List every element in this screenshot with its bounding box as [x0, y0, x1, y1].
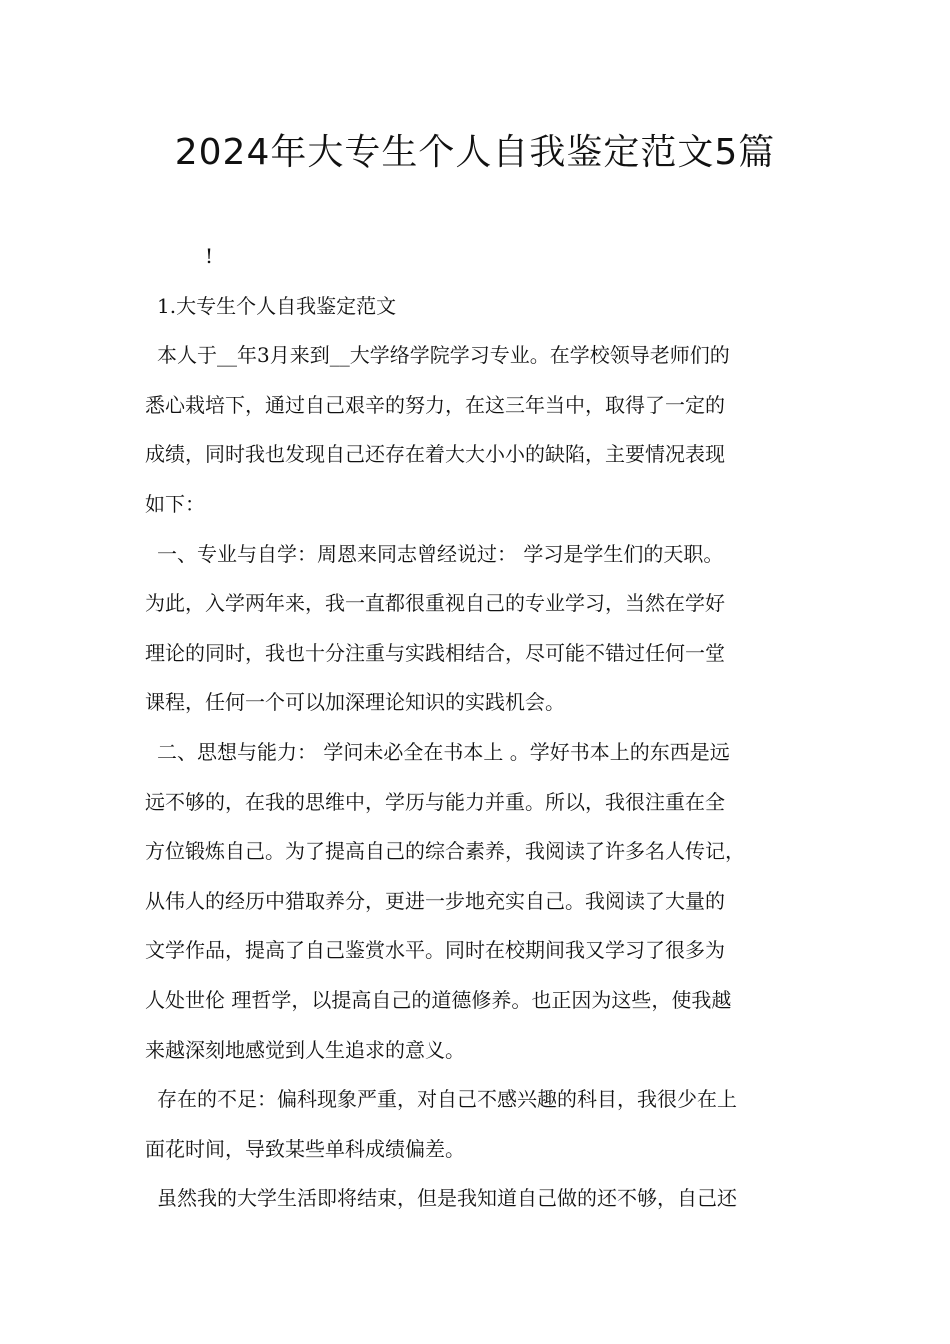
body-line: 1.大专生个人自我鉴定范文 — [157, 293, 397, 318]
body-line: 存在的不足：偏科现象严重，对自己不感兴趣的科目，我很少在上 — [157, 1087, 737, 1112]
body-line: 虽然我的大学生活即将结束，但是我知道自己做的还不够，自己还 — [157, 1186, 737, 1211]
body-line: 悉心栽培下，通过自己艰辛的努力，在这三年当中，取得了一定的 — [145, 392, 725, 417]
body-line: 一、专业与自学：周恩来同志曾经说过： 学习是学生们的天职。 — [157, 541, 724, 566]
body-line: 文学作品，提高了自己鉴赏水平。同时在校期间我又学习了很多为 — [145, 938, 725, 963]
body-line: 理论的同时，我也十分注重与实践相结合，尽可能不错过任何一堂 — [145, 640, 725, 665]
body-line: ! — [205, 244, 214, 268]
body-line: 面花时间，导致某些单科成绩偏差。 — [145, 1136, 465, 1161]
body-line: 成绩，同时我也发现自己还存在着大大小小的缺陷，主要情况表现 — [145, 442, 725, 467]
document-title: 2024年大专生个人自我鉴定范文5篇 — [174, 132, 776, 173]
body-line: 为此，入学两年来，我一直都很重视自己的专业学习，当然在学好 — [145, 591, 725, 616]
body-line: 课程，任何一个可以加深理论知识的实践机会。 — [145, 690, 565, 715]
body-line: 二、思想与能力： 学问未必全在书本上 。学好书本上的东西是远 — [157, 739, 730, 764]
body-line: 人处世伦 理哲学，以提高自己的道德修养。也正因为这些，使我越 — [145, 987, 732, 1012]
body-line: 从伟人的经历中猎取养分，更进一步地充实自己。我阅读了大量的 — [145, 888, 725, 913]
document-body — [145, 232, 805, 1224]
body-line: 如下： — [145, 491, 205, 516]
body-line: 来越深刻地感觉到人生追求的意义。 — [145, 1037, 465, 1062]
body-line: 方位锻炼自己。为了提高自己的综合素养，我阅读了许多名人传记， — [145, 839, 745, 864]
body-line: 远不够的，在我的思维中，学历与能力并重。所以，我很注重在全 — [145, 789, 725, 814]
body-line: 本人于__年3月来到__大学络学院学习专业。在学校领导老师们的 — [157, 343, 730, 368]
